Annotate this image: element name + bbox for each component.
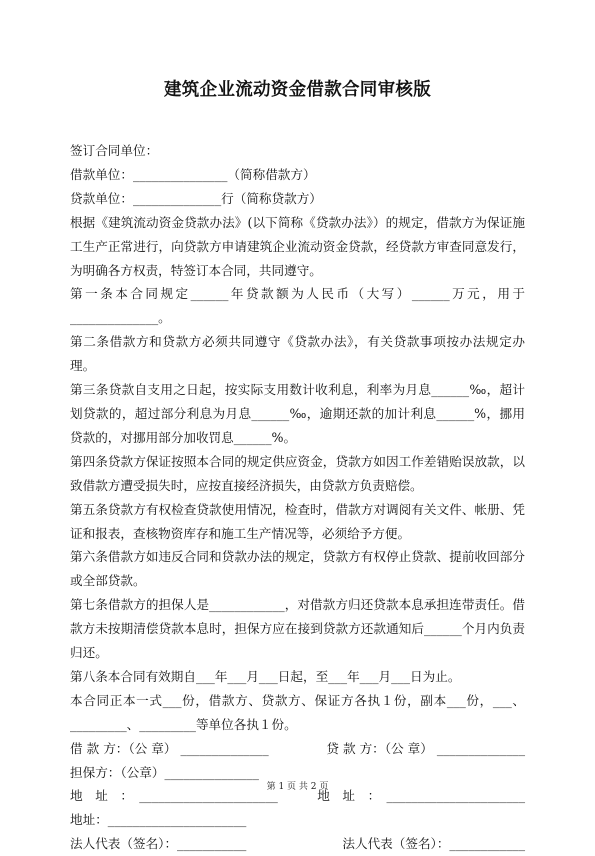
- lender-address-line: 地 址 ： ______________________: [317, 788, 525, 804]
- article-5: 第五条贷款方有权检查贷款使用情况，检查时，借款方对调阅有关文件、帐册、凭证和报表，查核物资库存和施工生产情况等，必须给予方便。: [70, 501, 525, 541]
- signature-row-seals: [70, 737, 525, 761]
- article-8: 第八条本合同有效期自___年___月___日起，至___年___月___日为止。: [70, 668, 461, 684]
- lender-seal-line: 贷 款 方：（公 章） ______________: [326, 740, 525, 756]
- article-6: 第六条借款方如违反合同和贷款办法的规定，贷款方有权停止贷款、提前收回部分或全部贷款。: [70, 549, 525, 589]
- copies-paragraph: 本合同正本一式___份，借款方、贷款方、保证方各执１份，副本___份，___、_________、_________等单位各执１份。: [70, 692, 525, 732]
- borrower-representative-line: 法人代表（签名）：___________: [70, 836, 247, 852]
- contract-parties-heading: 签订合同单位：: [70, 143, 159, 158]
- page-number-footer: 第 1 页 共 2 页: [266, 782, 329, 792]
- borrower-address-line: 地 址 ： ______________________: [70, 788, 278, 804]
- guarantor-seal-line: 担保方：（公章）_______________: [70, 764, 259, 780]
- preamble-paragraph: 根据《建筑流动资金贷款办法》(以下简称《贷款办法》）的规定，借款方为保证施工生产正常进行，向贷款方申请建筑企业流动资金贷款，经贷款方审查同意发行，为明确各方权责，特签订本合同，共同遵守。: [70, 214, 525, 278]
- article-4: 第四条贷款方保证按照本合同的规定供应资金，贷款方如因工作差错贻误放款，以致借款方遭受损失时，应按直接经济损失，由贷款方负责赔偿。: [70, 453, 525, 493]
- borrower-seal-line: 借 款 方：（公 章） ______________: [70, 740, 269, 756]
- article-7: 第七条借款方的担保人是____________，对借款方归还贷款本息承担连带责任。借款方未按期清偿贷款本息时，担保方应在接到贷款方还款通知后______个月内负责归还。: [70, 597, 525, 661]
- signature-row-representatives: [70, 832, 525, 856]
- contract-body: [70, 139, 525, 856]
- borrower-unit-line: 借款单位：_______________（简称借款方）: [70, 166, 316, 182]
- lender-unit-line: 贷款单位：______________行（简称贷款方）: [70, 190, 322, 206]
- document-title: 建筑企业流动资金借款合同审核版: [164, 80, 431, 100]
- article-1: 第一条本合同规定______年贷款额为人民币（大写）______万元，用于______________。: [70, 286, 525, 326]
- article-3: 第三条贷款自支用之日起，按实际支用数计收利息，利率为月息______‰，超计划贷款的，超过部分利息为月息______‰，逾期还款的加计利息______%，挪用贷款的，对挪用部分加收罚息______%。: [70, 382, 525, 445]
- article-2: 第二条借款方和贷款方必须共同遵守《贷款办法》，有关贷款事项按办法规定办理。: [70, 334, 525, 374]
- guarantor-address-line: 地址：______________________: [70, 812, 247, 828]
- lender-representative-line: 法人代表（签名）：____________: [342, 836, 525, 852]
